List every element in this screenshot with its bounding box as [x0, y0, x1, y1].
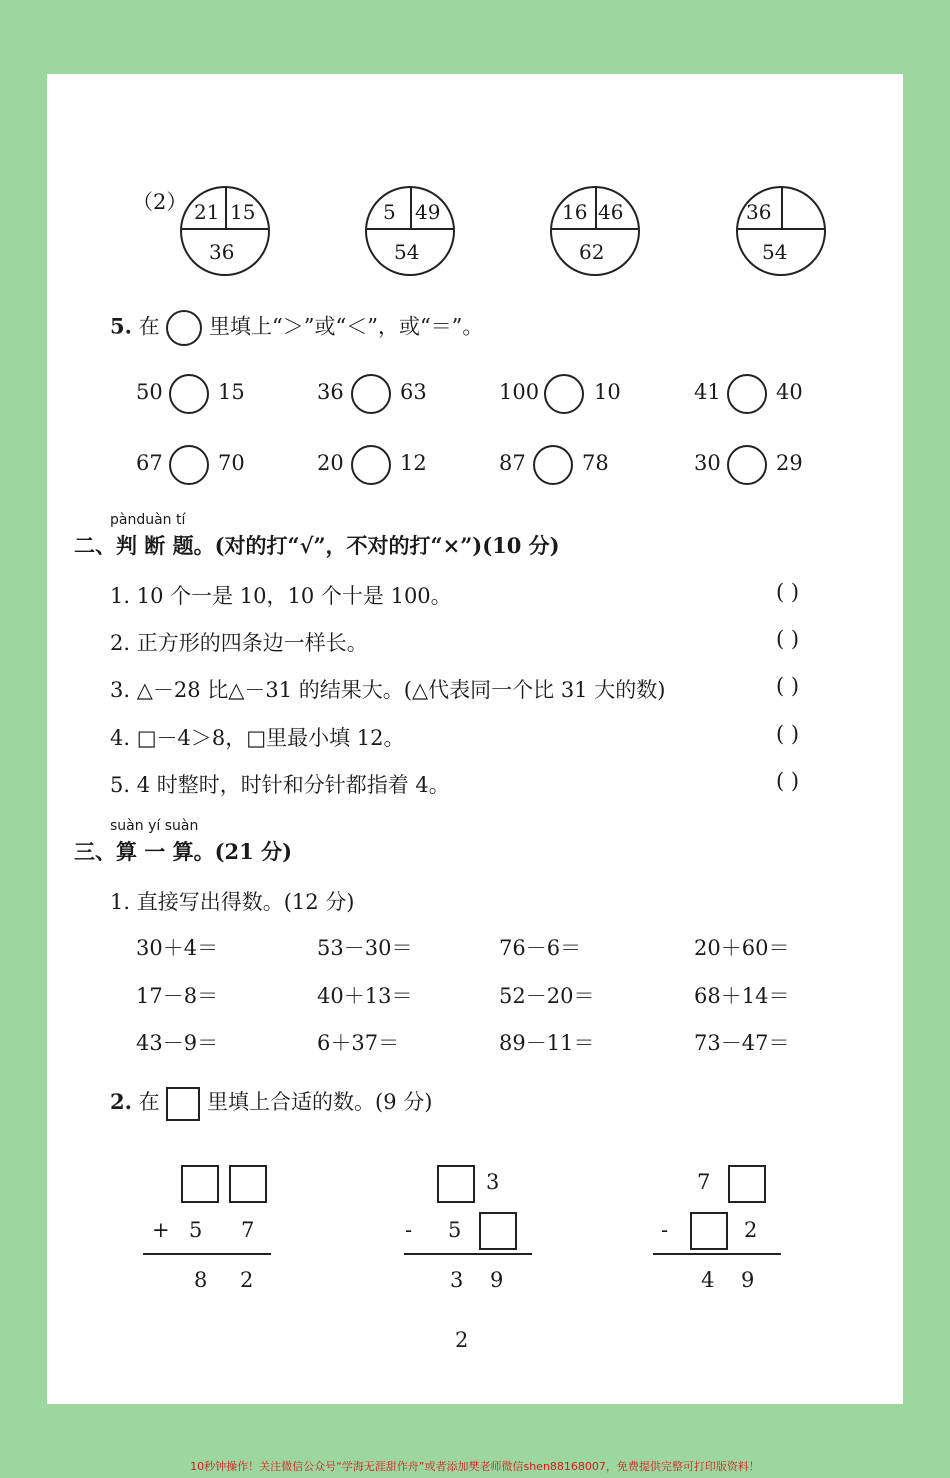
calc-item: 6＋37＝ — [317, 1031, 400, 1055]
compare-left: 67 — [136, 451, 163, 475]
answer-box[interactable] — [690, 1212, 728, 1250]
compare-right: 12 — [400, 451, 427, 475]
calc-item: 73－47＝ — [694, 1031, 790, 1055]
difference-line — [404, 1253, 532, 1255]
judge-item-2: 2. 正方形的四条边一样长。 — [110, 631, 368, 655]
section3-title: 三、算 一 算。(21 分) — [74, 839, 293, 864]
answer-box[interactable] — [479, 1212, 517, 1250]
answer-box[interactable] — [437, 1165, 475, 1203]
section3-pinyin: suàn yí suàn — [110, 818, 199, 834]
number-pie-1 — [180, 186, 270, 276]
digit: 7 — [241, 1218, 255, 1242]
compare-circle[interactable] — [544, 374, 584, 414]
judge-answer-paren[interactable]: ( ) — [776, 769, 800, 793]
pie-total: 62 — [579, 240, 605, 264]
judge-item-4: 4. □－4＞8，□里最小填 12。 — [110, 726, 405, 750]
calc-item: 68＋14＝ — [694, 984, 790, 1008]
difference-line — [653, 1253, 781, 1255]
pie-part-a: 21 — [194, 200, 220, 224]
compare-left: 36 — [317, 380, 344, 404]
section2-title: 二、判 断 题。(对的打“√”，不对的打“×”)(10 分) — [74, 533, 560, 558]
circle-symbol-icon — [166, 310, 202, 346]
judge-item-3: 3. △－28 比△－31 的结果大。(△代表同一个比 31 大的数) — [110, 678, 666, 702]
compare-circle[interactable] — [169, 445, 209, 485]
calc-item: 17－8＝ — [136, 984, 219, 1008]
pie-total: 36 — [209, 240, 235, 264]
operator: - — [661, 1218, 669, 1242]
pie-part-b: 46 — [598, 200, 624, 224]
compare-right: 15 — [218, 380, 245, 404]
q5-post: 里填上“＞”或“＜”，或“＝”。 — [209, 314, 484, 339]
compare-left: 41 — [694, 380, 721, 404]
calc-item: 20＋60＝ — [694, 936, 790, 960]
judge-item-1: 1. 10 个一是 10，10 个十是 100。 — [110, 584, 452, 608]
q5-instruction — [110, 310, 483, 346]
pie-total: 54 — [394, 240, 420, 264]
q4-sub-label: （2） — [132, 190, 188, 214]
result-digit: 9 — [490, 1268, 504, 1292]
compare-circle[interactable] — [169, 374, 209, 414]
result-digit: 4 — [701, 1268, 715, 1292]
q5-pre: 在 — [138, 314, 160, 339]
number-pie-2 — [365, 186, 455, 276]
compare-circle[interactable] — [533, 445, 573, 485]
pie-part-a: 16 — [562, 200, 588, 224]
section2-pinyin: pànduàn tí — [110, 512, 186, 528]
sub2-pre: 在 — [138, 1090, 160, 1114]
sub2-number: 2. — [110, 1089, 132, 1114]
compare-left: 100 — [499, 380, 540, 404]
judge-answer-paren[interactable]: ( ) — [776, 722, 800, 746]
section3-sub2 — [110, 1086, 432, 1121]
answer-box[interactable] — [181, 1165, 219, 1203]
compare-right: 63 — [400, 380, 427, 404]
pie-part-a: 36 — [746, 200, 772, 224]
pie-part-b: 49 — [415, 200, 441, 224]
compare-left: 30 — [694, 451, 721, 475]
digit: 5 — [448, 1218, 462, 1242]
compare-left: 50 — [136, 380, 163, 404]
judge-answer-paren[interactable]: ( ) — [776, 580, 800, 604]
operator: - — [405, 1218, 413, 1242]
number-pie-3 — [550, 186, 640, 276]
sum-line — [143, 1253, 271, 1255]
answer-box[interactable] — [229, 1165, 267, 1203]
compare-circle[interactable] — [351, 445, 391, 485]
calc-item: 30＋4＝ — [136, 936, 219, 960]
digit: 2 — [744, 1218, 758, 1242]
calc-item: 76－6＝ — [499, 936, 582, 960]
compare-left: 20 — [317, 451, 344, 475]
q5-number: 5. — [110, 313, 132, 339]
compare-right: 29 — [776, 451, 803, 475]
sub2-post: 里填上合适的数。(9 分) — [207, 1090, 433, 1114]
calc-item: 53－30＝ — [317, 936, 413, 960]
operator: + — [152, 1218, 170, 1242]
digit: 5 — [189, 1218, 203, 1242]
result-digit: 8 — [194, 1268, 208, 1292]
compare-left: 87 — [499, 451, 526, 475]
number-pie-4 — [736, 186, 826, 276]
digit: 7 — [697, 1170, 711, 1194]
judge-answer-paren[interactable]: ( ) — [776, 627, 800, 651]
calc-item: 40＋13＝ — [317, 984, 413, 1008]
compare-circle[interactable] — [727, 374, 767, 414]
compare-right: 70 — [218, 451, 245, 475]
compare-right: 40 — [776, 380, 803, 404]
digit: 3 — [486, 1170, 500, 1194]
section3-sub1: 1. 直接写出得数。(12 分) — [110, 890, 355, 914]
result-digit: 3 — [450, 1268, 464, 1292]
compare-right: 78 — [582, 451, 609, 475]
calc-item: 43－9＝ — [136, 1031, 219, 1055]
square-symbol-icon — [166, 1087, 200, 1121]
compare-circle[interactable] — [727, 445, 767, 485]
answer-box[interactable] — [728, 1165, 766, 1203]
pie-total: 54 — [762, 240, 788, 264]
footer-promo-text: 10秒钟操作！关注微信公众号“学海无涯甜作舟”或者添加樊老师微信shen88168007，免费提供完整可打印版资料！ — [190, 1460, 760, 1473]
calc-item: 89－11＝ — [499, 1031, 595, 1055]
judge-item-5: 5. 4 时整时，时针和分针都指着 4。 — [110, 773, 450, 797]
judge-answer-paren[interactable]: ( ) — [776, 674, 800, 698]
result-digit: 2 — [240, 1268, 254, 1292]
result-digit: 9 — [741, 1268, 755, 1292]
compare-right: 10 — [594, 380, 621, 404]
compare-circle[interactable] — [351, 374, 391, 414]
page-number: 2 — [455, 1328, 469, 1352]
calc-item: 52－20＝ — [499, 984, 595, 1008]
pie-part-a: 5 — [383, 200, 396, 224]
pie-part-b: 15 — [230, 200, 256, 224]
